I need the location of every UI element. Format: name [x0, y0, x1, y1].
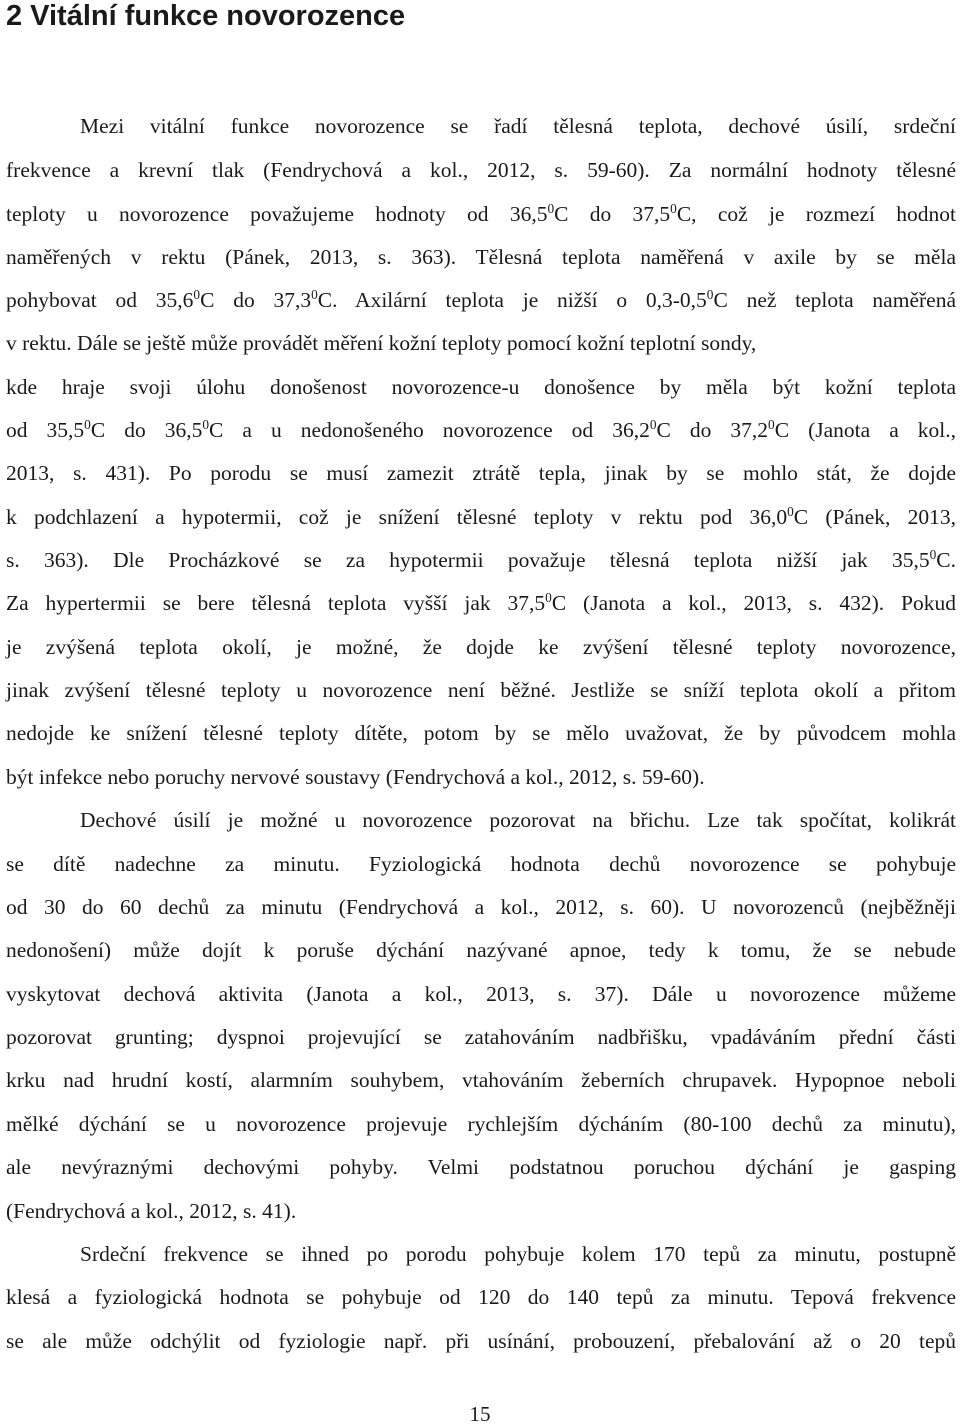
superscript: 0 [768, 416, 775, 432]
superscript: 0 [670, 200, 677, 216]
text-segment: pozorovat grunting; dyspnoi projevující se zatahováním nadbřišku, vpadáváním přední části [6, 1025, 956, 1049]
superscript: 0 [929, 546, 937, 562]
text-line [6, 458, 956, 488]
superscript: 0 [311, 286, 318, 302]
text-segment: ale nevýraznými dechovými pohyby. Velmi podstatnou poruchou dýchání je gasping [6, 1155, 956, 1179]
text-segment: (Fendrychová a kol., 2012, s. 41). [6, 1199, 297, 1223]
text-segment: C do 37,5 [554, 202, 671, 226]
text-line [6, 632, 956, 662]
text-line [6, 545, 956, 575]
text-segment: je zvýšená teplota okolí, je možné, že dojde ke zvýšení tělesné teploty novorozence, [6, 635, 956, 659]
text-segment: 2013, s. 431). Po porodu se musí zamezit ztrátě tepla, jinak by se mohlo stát, že dojde [6, 461, 956, 485]
text-segment: naměřených v rektu (Pánek, 2013, s. 363). Tělesná teplota naměřená v axile by se měla [6, 245, 956, 269]
text-line [6, 1326, 956, 1356]
text-segment: nedonošení) může dojít k poruše dýchání nazývané apnoe, tedy k tomu, že se nebude [6, 938, 956, 962]
text-segment: od 35,5 [6, 418, 85, 442]
text-line [6, 285, 956, 315]
text-segment: frekvence a krevní tlak (Fendrychová a kol., 2012, s. 59-60). Za normální hodnoty tělesné [6, 158, 956, 182]
text-line [6, 935, 956, 965]
text-segment: C (Pánek, 2013, [793, 505, 956, 529]
text-segment: C, což je rozmezí hodnot [676, 202, 956, 226]
text-segment: jinak zvýšení tělesné teploty u novorozence není běžné. Jestliže se sníží teplota okolí a přitom [6, 678, 956, 702]
superscript: 0 [706, 286, 714, 302]
text-segment: být infekce nebo poruchy nervové soustavy (Fendrychová a kol., 2012, s. 59-60). [6, 765, 705, 789]
text-segment: mělké dýchání se u novorozence projevuje rychlejším dýcháním (80-100 dechů za minutu), [6, 1112, 956, 1136]
text-line [6, 242, 956, 272]
text-segment: se dítě nadechne za minutu. Fyziologická hodnota dechů novorozence se pohybuje [6, 852, 956, 876]
text-line [6, 849, 956, 879]
text-line [6, 1109, 956, 1139]
text-segment: C. [936, 548, 956, 572]
text-segment: se ale může odchýlit od fyziologie např. při usínání, probouzení, přebalování až o 20 tepů [6, 1329, 956, 1353]
text-segment: C a u nedonošeného novorozence od 36,2 [209, 418, 650, 442]
text-segment: Mezi vitální funkce novorozence se řadí tělesná teplota, dechové úsilí, srdeční [80, 114, 956, 138]
text-segment: C (Janota a kol., 2013, s. 432). Pokud [551, 591, 956, 615]
text-line [6, 199, 956, 229]
text-line [6, 1196, 956, 1226]
text-line [6, 328, 956, 358]
text-segment: C do 37,3 [200, 288, 312, 312]
text-line [6, 155, 956, 185]
text-line [6, 979, 956, 1009]
text-line [80, 1239, 956, 1269]
text-segment: C (Janota a kol., [774, 418, 956, 442]
text-segment: C. Axilární teplota je nižší o 0,3-0,5 [317, 288, 707, 312]
superscript: 0 [547, 200, 555, 216]
text-segment: C do 37,2 [656, 418, 769, 442]
text-line [6, 1152, 956, 1182]
text-segment: C než teplota naměřená [713, 288, 956, 312]
chapter-heading: 2 Vitální funkce novorozence [6, 0, 406, 32]
text-segment: teploty u novorozence považujeme hodnoty od 36,5 [6, 202, 548, 226]
text-line [6, 502, 956, 532]
text-segment: s. 363). Dle Procházkové se za hypotermii považuje tělesná teplota nižší jak 35,5 [6, 548, 930, 572]
text-segment: Dechové úsilí je možné u novorozence pozorovat na břichu. Lze tak spočítat, kolikrát [80, 808, 956, 832]
superscript: 0 [787, 503, 794, 519]
text-segment: pohybovat od 35,6 [6, 288, 194, 312]
superscript: 0 [202, 416, 210, 432]
text-line [6, 1065, 956, 1095]
text-segment: Za hypertermii se bere tělesná teplota vyšší jak 37,5 [6, 591, 546, 615]
text-segment: nedojde ke snížení tělesné teploty dítěte, potom by se mělo uvažovat, že by původcem mohla [6, 721, 956, 745]
page-number: 15 [469, 1402, 491, 1426]
text-line [6, 762, 956, 792]
text-line [6, 415, 956, 445]
superscript: 0 [545, 589, 552, 605]
text-segment: od 30 do 60 dechů za minutu (Fendrychová a kol., 2012, s. 60). U novorozenců (nejběžněji [6, 895, 956, 919]
text-segment: vyskytovat dechová aktivita (Janota a kol., 2013, s. 37). Dále u novorozence můžeme [6, 982, 956, 1006]
text-segment: C do 36,5 [90, 418, 203, 442]
text-line [6, 1022, 956, 1052]
superscript: 0 [649, 416, 657, 432]
text-line [6, 892, 956, 922]
superscript: 0 [84, 416, 91, 432]
text-line [80, 111, 956, 141]
superscript: 0 [193, 286, 201, 302]
text-segment: klesá a fyziologická hodnota se pohybuje od 120 do 140 tepů za minutu. Tepová frekvence [6, 1285, 956, 1309]
text-segment: v rektu. Dále se ještě může provádět měření kožní teploty pomocí kožní teplotní sondy, [6, 331, 757, 355]
text-segment: Srdeční frekvence se ihned po porodu pohybuje kolem 170 tepů za minutu, postupně [80, 1242, 956, 1266]
text-segment: k podchlazení a hypotermii, což je snížení tělesné teploty v rektu pod 36,0 [6, 505, 788, 529]
text-line [80, 805, 956, 835]
text-line [6, 588, 956, 618]
text-line [6, 718, 956, 748]
text-line [6, 1282, 956, 1312]
text-line [6, 372, 956, 402]
text-line [6, 675, 956, 705]
text-segment: kde hraje svoji úlohu donošenost novorozence-u donošence by měla být kožní teplota [6, 375, 956, 399]
text-segment: krku nad hrudní kostí, alarmním souhybem, vtahováním žeberních chrupavek. Hypopnoe neboli [6, 1068, 956, 1092]
